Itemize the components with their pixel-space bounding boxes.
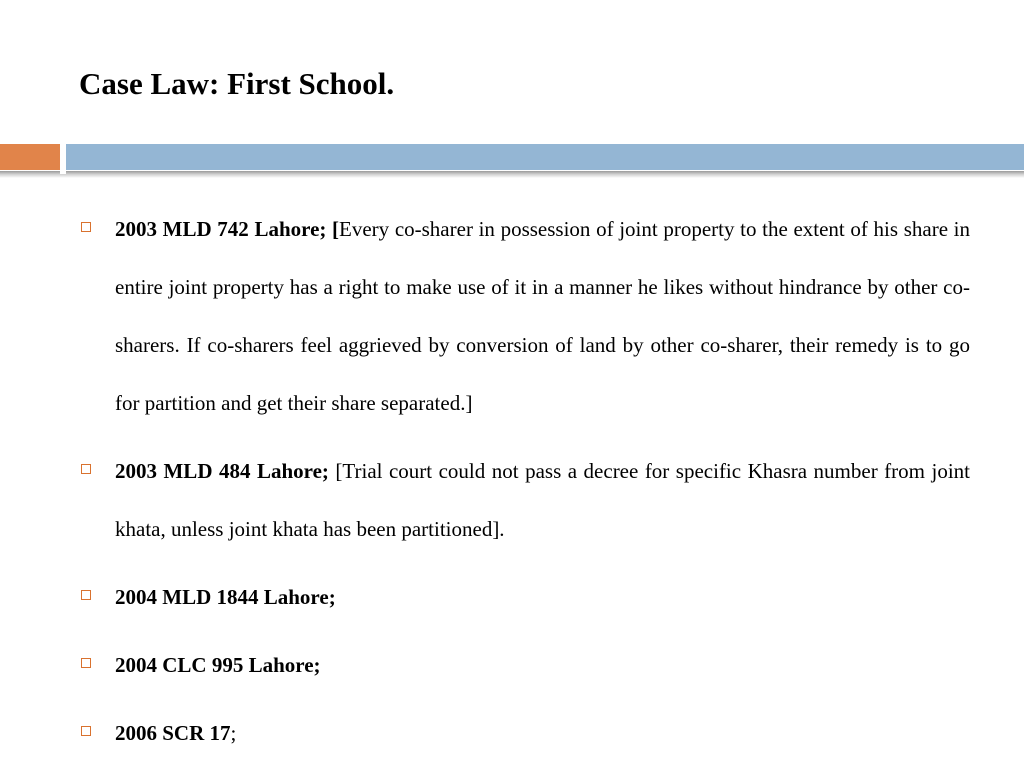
case-summary: Every co-sharer in possession of joint property to the extent of his share in entire joint property has a right to make use of it in a manner he likes without hindrance by other co-sharers. If co-sharers feel aggrieved by conversion of land by other co-sharer, their remedy is to go for partition and get their share separated.]	[115, 217, 970, 415]
case-item	[79, 704, 970, 762]
case-citation: 2003 MLD 484 Lahore;	[115, 459, 329, 483]
case-citation: 2004 MLD 1844 Lahore;	[115, 585, 336, 609]
header-band	[66, 144, 1024, 170]
hollow-square-bullet-icon	[81, 658, 91, 668]
case-summary: ;	[230, 721, 237, 745]
case-item	[79, 636, 970, 694]
slide-title: Case Law: First School.	[79, 66, 395, 101]
case-item	[79, 442, 970, 558]
hollow-square-bullet-icon	[81, 726, 91, 736]
header-band-shadow	[0, 171, 1024, 178]
case-list	[79, 200, 970, 762]
hollow-square-bullet-icon	[81, 464, 91, 474]
case-item	[79, 200, 970, 432]
case-summary: [Trial court could not pass a decree for specific Khasra number from joint khata, unless joint khata has been partitioned].	[115, 459, 971, 541]
case-citation: 2004 CLC 995 Lahore;	[115, 653, 321, 677]
header-band-accent	[0, 144, 60, 170]
case-item	[79, 568, 970, 626]
case-citation: 2003 MLD 742 Lahore; [	[115, 217, 340, 241]
case-citation: 2006 SCR 17	[115, 721, 231, 745]
hollow-square-bullet-icon	[81, 222, 91, 232]
hollow-square-bullet-icon	[81, 590, 91, 600]
